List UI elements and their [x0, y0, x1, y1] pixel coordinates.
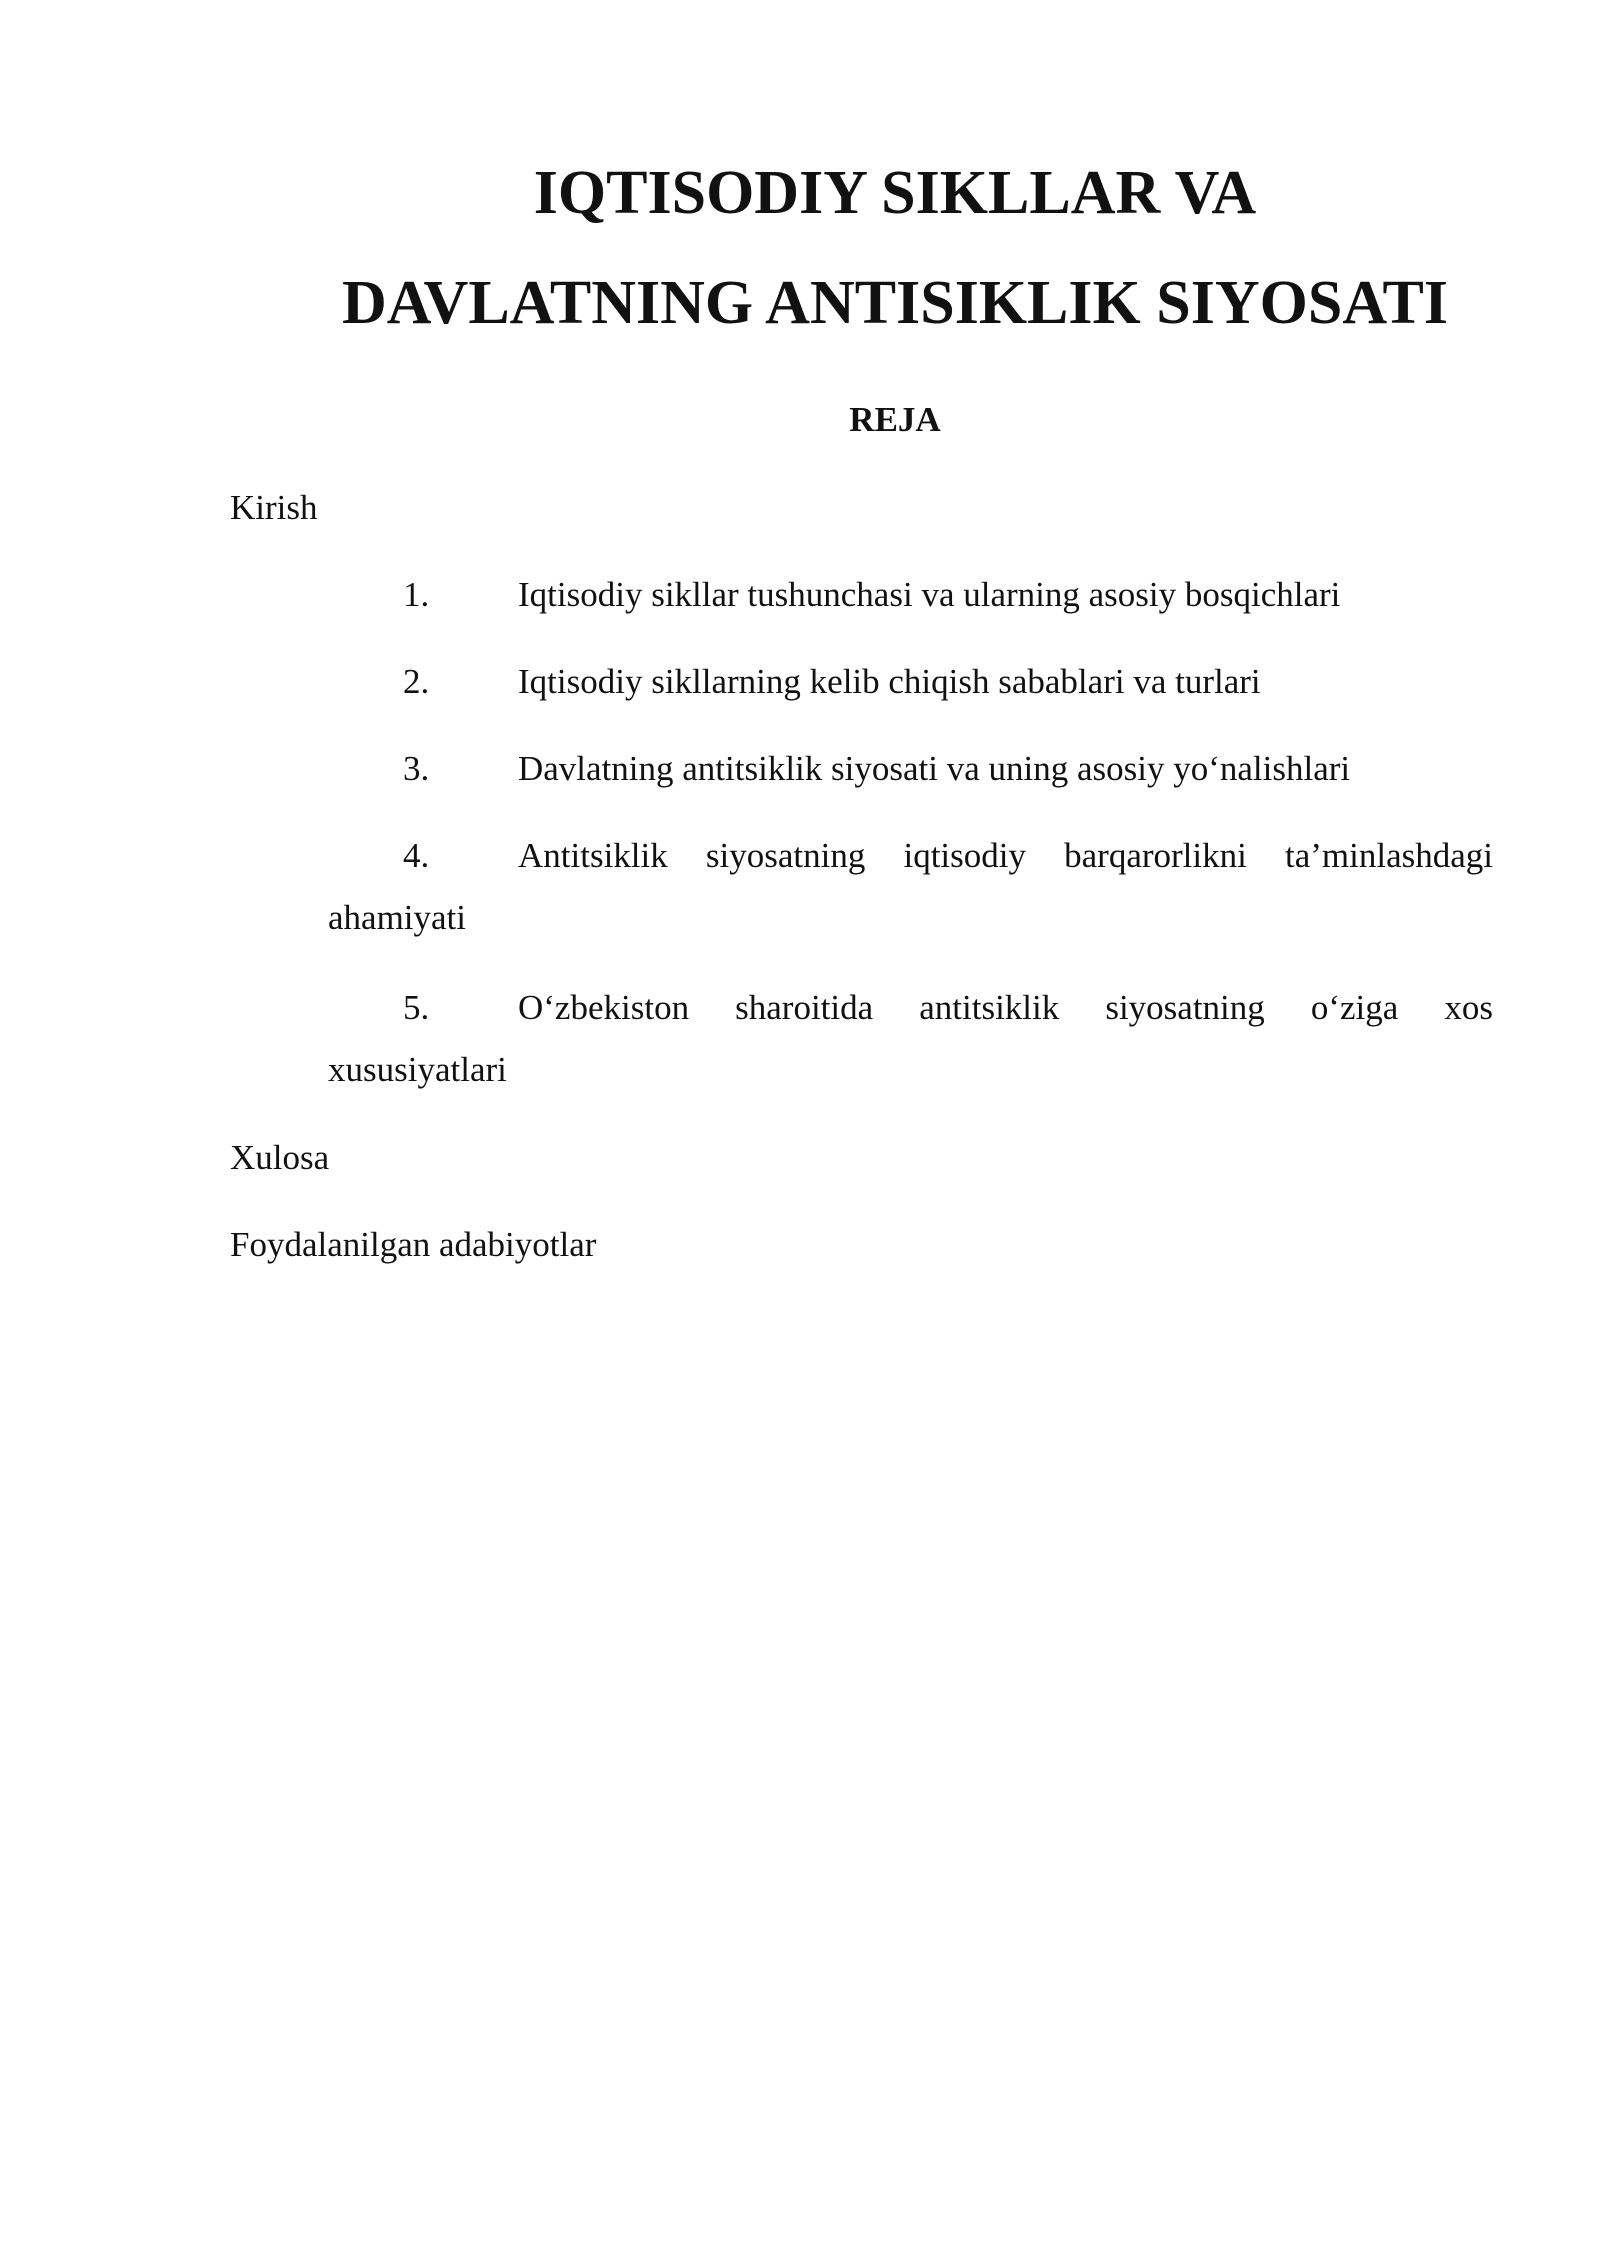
plan-item-number: 3. [403, 749, 430, 788]
plan-item-continuation: ahamiyati [328, 898, 467, 937]
plan-item-5 [328, 977, 1493, 1101]
plan-item-text: Davlatning antitsiklik siyosati va uning asosiy yo‘nalishlari [518, 749, 1351, 788]
plan-item-text: Antitsiklik siyosatning iqtisodiy barqarorlikni ta’minlashdagi [518, 836, 1493, 875]
plan-item-text: O‘zbekiston sharoitida antitsiklik siyosatning o‘ziga xos [518, 988, 1493, 1027]
document-title-line-2: DAVLATNING ANTISIKLIK SIYOSATI [341, 269, 1448, 337]
plan-item-number: 4. [403, 836, 430, 875]
plan-item-text: Iqtisodiy sikllar tushunchasi va ularning asosiy bosqichlari [518, 575, 1341, 614]
references-label: Foydalanilgan adabiyotlar [230, 1225, 597, 1264]
document-title-line-1: IQTISODIY SIKLLAR VA [533, 159, 1257, 227]
plan-item-1 [328, 564, 1493, 626]
plan-heading: REJA [849, 400, 941, 439]
plan-item-number: 5. [403, 988, 430, 1027]
plan-item-3 [328, 738, 1493, 800]
plan-item-number: 1. [403, 575, 430, 614]
plan-item-continuation: xususiyatlari [328, 1050, 507, 1089]
conclusion-label: Xulosa [230, 1138, 330, 1177]
plan-item-text: Iqtisodiy sikllarning kelib chiqish sabablari va turlari [518, 662, 1261, 701]
plan-item-number: 2. [403, 662, 430, 701]
plan-item-4 [328, 825, 1493, 949]
intro-label: Kirish [230, 488, 318, 527]
plan-item-2 [328, 651, 1493, 713]
